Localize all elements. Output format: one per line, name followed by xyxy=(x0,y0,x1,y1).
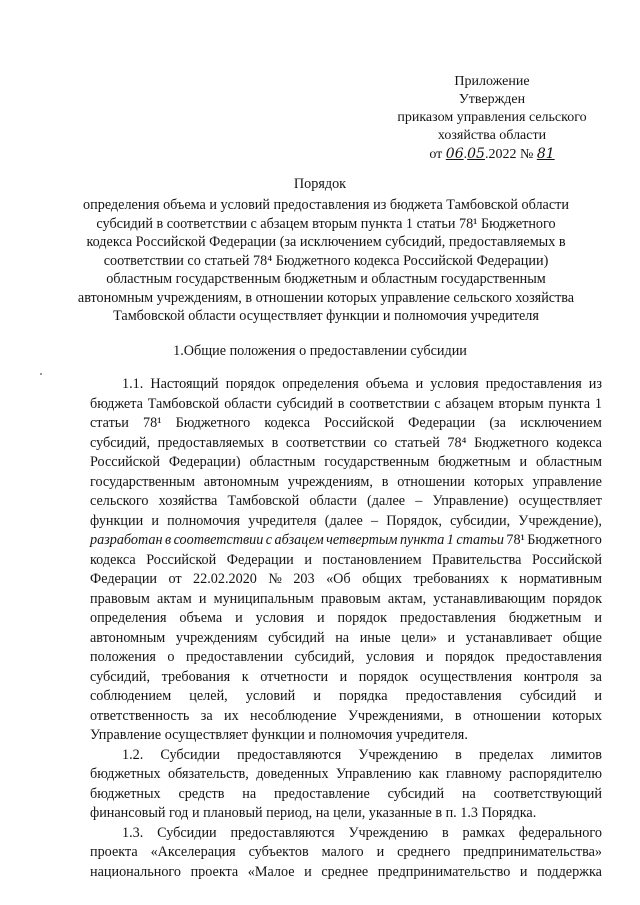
approval-line: приказом управления сельского xyxy=(397,110,587,125)
body-line: субсидий, предоставляемых в соответствии со статьей 78⁴ Бюджетного кодекса xyxy=(90,434,602,451)
body-line: Управление осуществляет функции и полномочия учредителя. xyxy=(90,727,468,743)
approval-line: хозяйства области xyxy=(437,128,547,143)
body-line: разработан в соответствии с абзацем четвертым пункта 1 статьи 78¹ Бюджетного xyxy=(90,532,602,548)
document-subtitle xyxy=(60,196,592,326)
body-line: кодекса Российской Федерации и постановлением Правительства Российской xyxy=(90,551,602,568)
body-line: правовым актам и муниципальным правовым актам, устанавливающим порядок xyxy=(90,590,602,607)
approval-line: Утвержден xyxy=(458,92,526,107)
handwritten-number: 81 xyxy=(536,146,555,162)
body-line: Российской Федерации) областным государственным бюджетным и областным xyxy=(90,454,602,470)
subtitle-line: кодекса Российской Федерации (за исключением субсидий, предоставляемых в xyxy=(86,234,566,250)
body-line: бюджетных средств на предоставление субсидий на соответствующий xyxy=(90,785,602,802)
body-line: ответственность за их несоблюдение Учреждениями, в отношении которых xyxy=(90,707,602,724)
date-prefix: от xyxy=(429,147,443,162)
body-line: статьи 78¹ Бюджетного кодекса Российской Федерации (за исключением xyxy=(90,415,602,431)
handwritten-month: 05 xyxy=(467,146,485,162)
body-line: бюджетных обязательств, доведенных Управлению как главному распорядителю xyxy=(90,766,602,782)
subtitle-line: Тамбовской области осуществляет функции и полномочия учредителя xyxy=(113,308,539,324)
approval-date xyxy=(372,145,612,164)
document-title: Порядок xyxy=(293,176,347,192)
date-year: .2022 № xyxy=(484,147,534,162)
handwritten-day: 06 xyxy=(445,146,464,162)
body-line: 1.3. Субсидии предоставляются Учреждению в рамках федерального xyxy=(122,824,602,841)
body-line: проекта «Акселерация субъектов малого и среднего предпринимательства» xyxy=(90,844,602,860)
body-line: национального проекта «Малое и среднее предпринимательство и поддержка xyxy=(90,863,602,880)
body-line: соблюдением целей, условий и порядка предоставления субсидий и xyxy=(90,688,602,704)
body-line: государственным автономным учреждениям, в отношении которых управление xyxy=(90,473,602,490)
subtitle-line: областным государственным бюджетным и областным государственным xyxy=(106,271,546,287)
scan-speck xyxy=(40,373,42,375)
body-text xyxy=(90,375,602,882)
body-line: бюджета Тамбовской области субсидий в соответствии с абзацем вторым пункта 1 xyxy=(90,395,602,412)
body-line: положения о предоставлении субсидий, условия и порядок предоставления xyxy=(90,649,602,665)
body-line: субсидий, требования к отчетности и порядок осуществления контроля за xyxy=(90,668,602,685)
subtitle-line: определения объема и условий предоставления из бюджета Тамбовской области xyxy=(83,197,569,213)
body-line: 1.2. Субсидии предоставляются Учреждению в пределах лимитов xyxy=(122,746,602,763)
subtitle-line: соответствии со статьей 78⁴ Бюджетного кодекса Российской Федерации) xyxy=(103,252,549,269)
subtitle-line: автономным учреждениям, в отношении которых управление сельского хозяйства xyxy=(77,289,575,306)
body-line: Федерации от 22.02.2020 № 203 «Об общих требованиях к нормативным xyxy=(90,571,602,587)
subtitle-line: субсидий в соответствии с абзацем вторым пункта 1 статьи 78¹ Бюджетного xyxy=(96,215,556,232)
date-sep: . xyxy=(463,147,468,162)
approval-line: Приложение xyxy=(454,74,530,89)
body-line: 1.1. Настоящий порядок определения объема и условия предоставления из xyxy=(122,376,602,392)
section-heading: 1.Общие положения о предоставлении субсидии xyxy=(173,343,467,359)
body-line: функции и полномочия учредителя (далее – Порядок, субсидии, Учреждение), xyxy=(90,512,602,529)
body-line: финансовый год и плановый период, на цели, указанные в п. 1.3 Порядка. xyxy=(90,805,537,821)
body-line: автономным учреждениям субсидий на иные цели» и устанавливает общие xyxy=(90,629,602,646)
body-line: сельского хозяйства Тамбовской области (далее – Управление) осуществляет xyxy=(90,493,602,509)
body-line: определения объема и условия и порядок предоставления бюджетным и xyxy=(90,610,602,626)
